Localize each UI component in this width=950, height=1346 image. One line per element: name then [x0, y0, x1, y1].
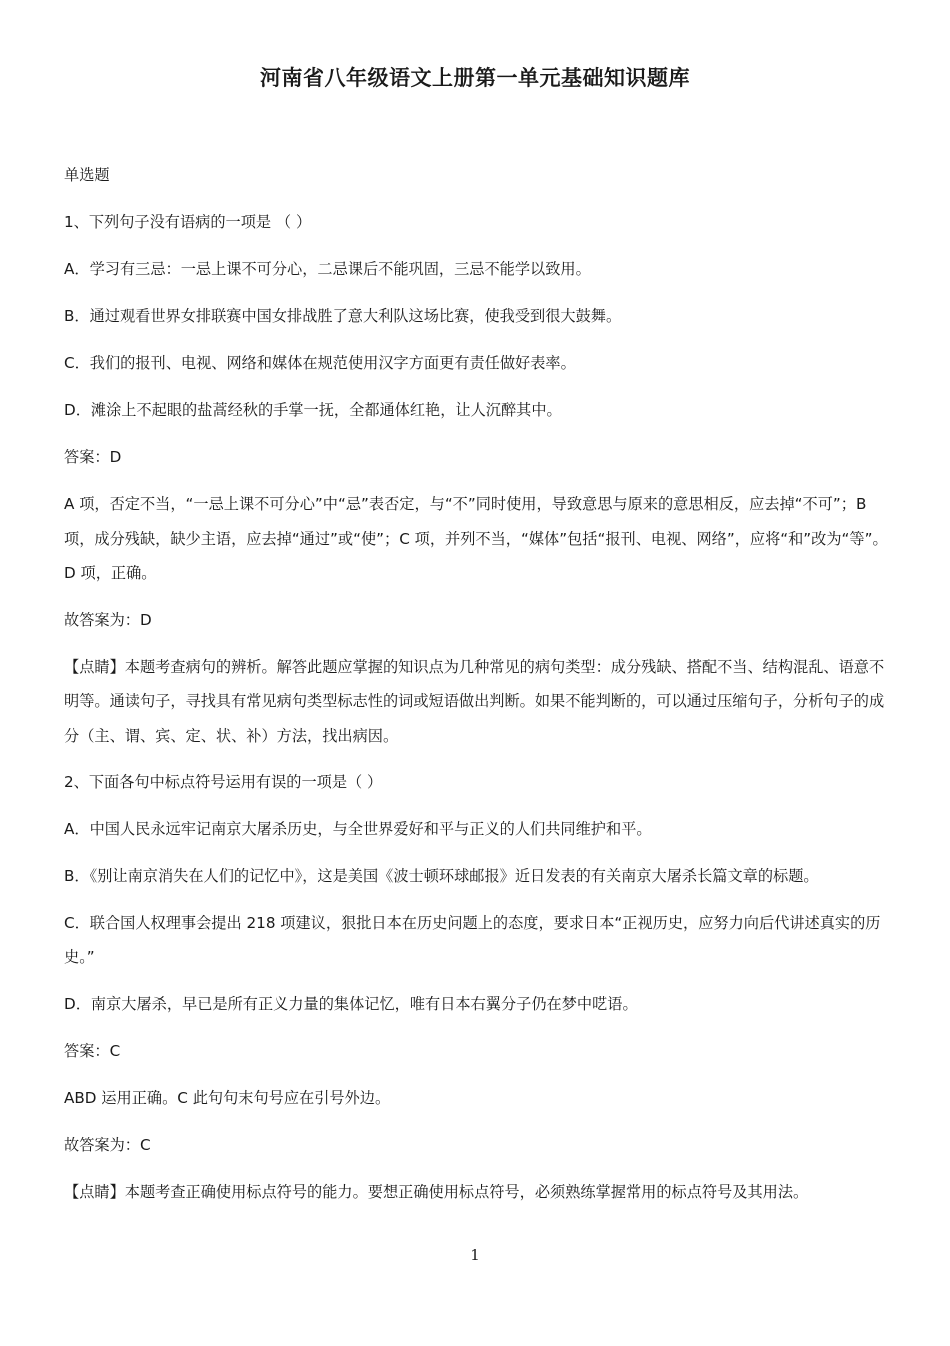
question-1-option-a: A．学习有三忌：一忌上课不可分心，二忌课后不能巩固，三忌不能学以致用。 — [64, 260, 591, 278]
question-1-final-answer: 故答案为：D — [64, 610, 152, 629]
question-1-option-b: B．通过观看世界女排联赛中国女排战胜了意大利队这场比赛，使我受到很大鼓舞。 — [64, 307, 622, 325]
question-2-stem: 2、下面各句中标点符号运用有误的一项是（ ） — [64, 773, 383, 791]
question-2-option-d: D．南京大屠杀，早已是所有正义力量的集体记忆，唯有日本右翼分子仍在梦中呓语。 — [64, 994, 638, 1013]
question-1-comment: 【点睛】本题考查病句的辨析。解答此题应掌握的知识点为几种常见的病句类型：成分残缺、搭配不当、结构混乱、语意不明等。通读句子，寻找具有常见病句类型标志性的词或短语做出判断。如果不能判断的，可以通过压缩句子，分析句子的成分（主、谓、宾、定、状、补）方法，找出病因。 — [64, 657, 885, 745]
question-1-stem: 1、下列句子没有语病的一项是 （ ） — [64, 213, 312, 231]
page-number: 1 — [470, 1246, 480, 1264]
question-2-comment: 【点睛】本题考查正确使用标点符号的能力。要想正确使用标点符号，必须熟练掌握常用的标点符号及其用法。 — [64, 1182, 809, 1201]
question-2-option-c: C．联合国人权理事会提出 218 项建议，狠批日本在历史问题上的态度，要求日本“正视历史，应努力向后代讲述真实的历史。” — [64, 913, 881, 966]
question-1-option-d: D．滩涂上不起眼的盐蒿经秋的手掌一抚，全都通体红艳，让人沉醉其中。 — [64, 401, 562, 419]
question-1-analysis: A 项，否定不当，“一忌上课不可分心”中“忌”表否定，与“不”同时使用，导致意思与原来的意思相反，应去掉“不可”；B 项，成分残缺，缺少主语，应去掉“通过”或“使”；C 项，并列不当，“媒体”包括“报刊、电视、网络”，应将“和”改为“等”。D 项，正确。 — [64, 495, 888, 582]
question-2-option-a: A．中国人民永远牢记南京大屠杀历史，与全世界爱好和平与正义的人们共同维护和平。 — [64, 820, 652, 838]
question-2-answer: 答案：C — [64, 1041, 121, 1060]
question-1-answer: 答案：D — [64, 448, 122, 466]
question-2-final-answer: 故答案为：C — [64, 1135, 151, 1154]
question-1-option-c: C．我们的报刊、电视、网络和媒体在规范使用汉字方面更有责任做好表率。 — [64, 354, 576, 372]
question-2-analysis: ABD 运用正确。C 此句句末句号应在引号外边。 — [64, 1088, 391, 1107]
document-body — [64, 164, 890, 1228]
question-2-option-b: B．《别让南京消失在人们的记忆中》，这是美国《波士顿环球邮报》近日发表的有关南京大屠杀长篇文章的标题。 — [64, 867, 819, 885]
document-title: 河南省八年级语文上册第一单元基础知识题库 — [260, 66, 690, 90]
section-heading: 单选题 — [64, 166, 110, 184]
